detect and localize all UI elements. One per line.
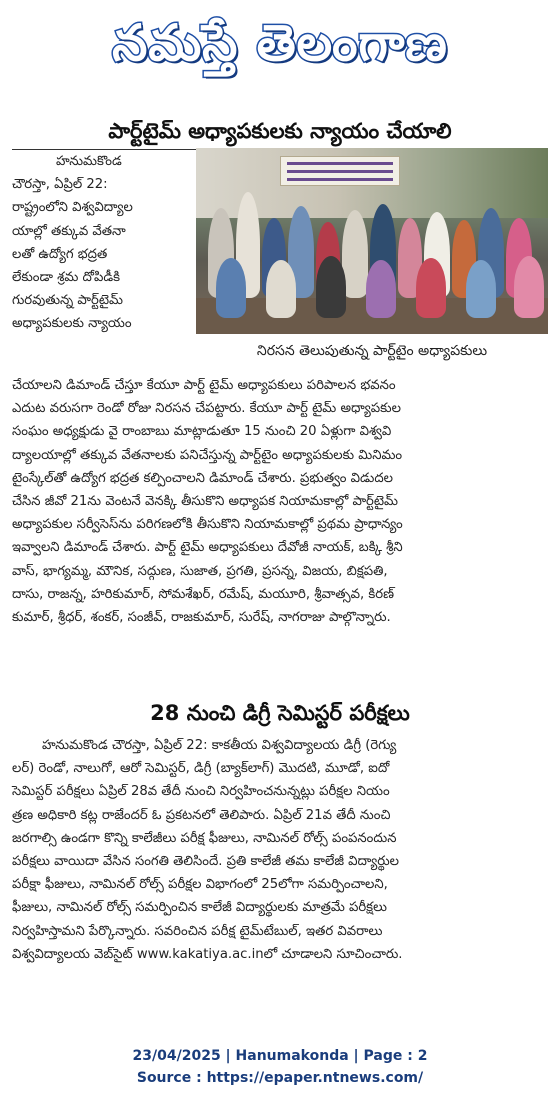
story1-intro-line: అధ్యాపకులకు న్యాయం xyxy=(12,316,132,332)
clipped-text-strip xyxy=(60,96,530,102)
story1-body-line: వాస్, భాగ్యమ్మ, మౌనిక, సద్గుణ, సుజాత, ప్రగతి, ప్రసన్న, విజయ, బిక్షపతి, xyxy=(12,563,388,579)
story1-intro-line: యాల్లో తక్కువ వేతనా xyxy=(12,223,126,239)
story1-intro-line: రాష్ట్రంలోని విశ్వవిద్యాల xyxy=(12,200,133,216)
newspaper-logo: నమస్తే తెలంగాణ xyxy=(112,14,448,72)
masthead xyxy=(0,0,560,92)
protest-photo xyxy=(196,148,548,334)
story2-body-line: పరీక్షా ఫీజులు, నామినల్ రోల్స్ పరీక్షల విభాగంలో 25లోగా సమర్పించాలని, xyxy=(12,877,388,893)
story1-body-line: టైంస్కేల్‌తో ఉద్యోగ భద్రత కల్పించాలని డిమాండ్ చేశారు. ప్రభుత్వం విడుదల xyxy=(12,470,393,486)
story2-body-line: సెమిస్టర్ పరీక్షలు ఏప్రిల్ 28వ తేదీ నుంచి నిర్వహించనున్నట్లు పరీక్షల నియం xyxy=(12,784,390,800)
footer-source: Source : https://epaper.ntnews.com/ xyxy=(136,1070,424,1086)
story2-body-line: హనుమకొండ చౌరస్తా, ఏప్రిల్ 22: కాకతీయ విశ్వవిద్యాలయ డిగ్రీ (రెగ్యు xyxy=(42,738,397,753)
story1-body-line: సంఘం అధ్యక్షుడు వై రాంబాబు మాట్లాడుతూ 15 నుంచి 20 ఏళ్లుగా విశ్వవి xyxy=(12,424,392,440)
story2-body-line: విశ్వవిద్యాలయ వెబ్‌సైట్ www.kakatiya.ac.inలో చూడాలని సూచించారు. xyxy=(12,946,403,962)
story1-body xyxy=(12,374,548,629)
story1-intro-line: గురవుతున్న పార్ట్‌టైమ్ xyxy=(12,293,123,309)
story2-body-line: పరీక్షలు వాయిదా వేసిన సంగతి తెలిసిందే. ప్రతి కాలేజీ తమ కాలేజీ విద్యార్థుల xyxy=(12,854,400,870)
protest-banner xyxy=(280,156,400,186)
story2-body-line: నిర్వహిస్తామని పేర్కొన్నారు. సవరించిన పరీక్ష టైమ్‌టేబుల్, ఇతర వివరాలు xyxy=(12,923,383,939)
story1-intro-line: లతో ఉద్యోగ భద్రత xyxy=(12,246,108,262)
story2-body xyxy=(12,734,548,966)
story1-body-line: ఎదుట వరుసగా రెండో రోజు నిరసన చేపట్టారు. కేయూ పార్ట్ టైమ్ అధ్యాపకుల xyxy=(12,401,401,417)
story1-body-line: చేయాలని డిమాండ్ చేస్తూ కేయూ పార్ట్ టైమ్ అధ్యాపకులు పరిపాలన భవనం xyxy=(12,378,396,393)
story2-body-line: ఫీజులు, నామినల్ రోల్స్ సమర్పించిన కాలేజీ విద్యార్థులకు మాత్రమే పరీక్షలు xyxy=(12,900,387,916)
story2-body-line: త్రణ అధికారి కట్ల రాజేందర్ ఓ ప్రకటనలో తెలిపారు. ఏప్రిల్ 21వ తేదీ నుంచి xyxy=(12,807,391,823)
footer-meta: 23/04/2025 | Hanumakonda | Page : 2 xyxy=(132,1048,428,1064)
story1-headline: పార్ట్‌టైమ్ అధ్యాపకులకు న్యాయం చేయాలి xyxy=(108,119,452,143)
story1-body-line: అధ్యాపకుల సర్వీసెస్‌ను పరిగణలోకి తీసుకొని నియామకాల్లో ప్రథమ ప్రాధాన్యం xyxy=(12,517,403,533)
story1-intro-line: చౌరస్తా, ఏప్రిల్ 22: xyxy=(12,177,108,193)
story1-intro-line: హనుమకొండ xyxy=(56,154,122,169)
story2-headline: 28 నుంచి డిగ్రీ సెమిస్టర్ పరీక్షలు xyxy=(150,701,410,725)
story1-body-line: ద్యాలయాల్లో తక్కువ వేతనాలకు పనిచేస్తున్న పార్ట్‌టైం అధ్యాపకులకు మినిమం xyxy=(12,447,403,463)
story1-intro-line: లేకుండా శ్రమ దోపిడీకి xyxy=(12,270,121,286)
photo-caption: నిరసన తెలుపుతున్న పార్ట్‌టైం అధ్యాపకులు xyxy=(196,334,548,368)
story1-body-line: దాసు, రాజన్న, హరికుమార్, సోమశేఖర్, రమేష్, మయూరి, శ్రీవాత్సవ, కిరణ్ xyxy=(12,586,394,602)
story2-body-line: లర్) రెండో, నాలుగో, ఆరో సెమిస్టర్, డిగ్రీ (బ్యాక్‌లాగ్) మొదటి, మూడో, ఐదో xyxy=(12,761,390,777)
story1-body-line: కుమార్, శ్రీధర్, శంకర్, సంజీవ్, రాజకుమార్, సురేష్, నాగరాజు పాల్గొన్నారు. xyxy=(12,610,391,626)
story1-intro-column xyxy=(12,150,192,376)
story1-body-line: చేసిన జీవో 21ను వెంటనే వెనక్కి తీసుకొని అధ్యాపక నియామకాల్లో పార్ట్‌టైమ్ xyxy=(12,494,399,510)
story2-body-line: జరగాల్సి ఉండగా కొన్ని కాలేజీలు పరీక్ష ఫీజులు, నామినల్ రోల్స్ పంపనందున xyxy=(12,830,397,846)
story1-body-line: ఇవ్వాలని డిమాండ్ చేశారు. పార్ట్ టైమ్ అధ్యాపకులు దేవోజీ నాయక్, బక్కి శ్రీని xyxy=(12,540,403,556)
